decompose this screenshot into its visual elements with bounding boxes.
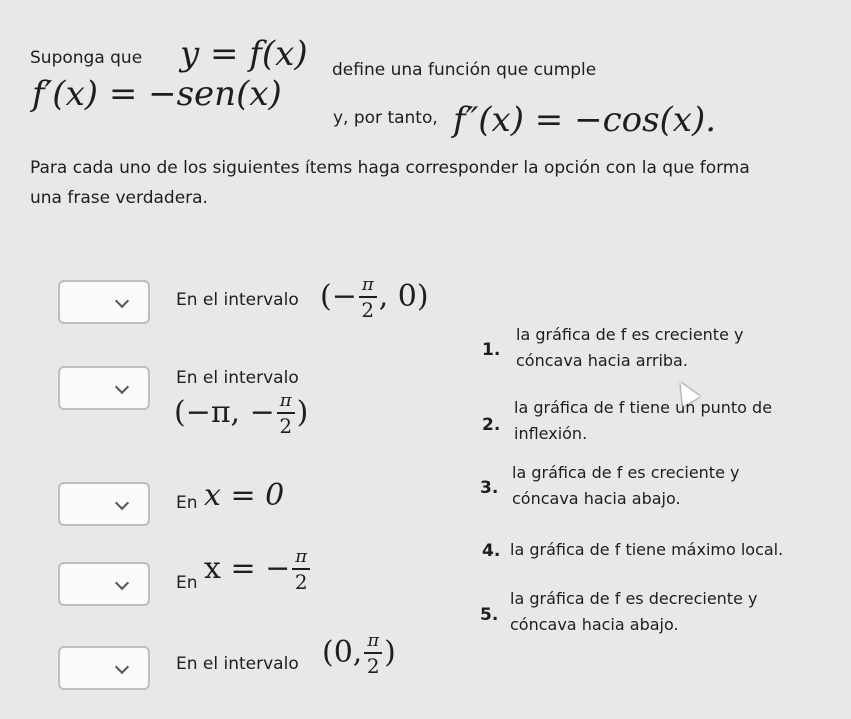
intro-text-1: Suponga que [30,48,143,68]
item-3-math: x = 0 [204,478,285,513]
match-select-5[interactable] [58,646,150,690]
option-2-text: la gráfica de f tiene un punto de inflexión. [514,398,773,443]
option-3-text: la gráfica de f es creciente y cóncava hacia abajo. [512,463,740,508]
match-select-4[interactable] [58,562,150,606]
item-5-label: En el intervalo [176,654,299,674]
chevron-down-icon [115,660,129,674]
option-1-number: 1. [482,340,501,360]
intro-math-second-derivative: f″(x) = −cos(x). [453,100,717,140]
instructions-line-1: Para cada uno de los siguientes ítems haga corresponder la opción con la que forma [30,158,750,178]
match-select-1[interactable] [58,280,150,324]
chevron-down-icon [115,294,129,308]
item-4-label: En [176,573,198,593]
option-1-text: la gráfica de f es creciente y cóncava hacia arriba. [516,325,744,370]
option-2-number: 2. [482,415,501,435]
item-2-math: (−π, − $\frac{\pi}{2}$ ) [174,390,309,438]
item-3-label: En [176,493,198,513]
match-select-3[interactable] [58,482,150,526]
chevron-down-icon [115,380,129,394]
item-4-math: x = − $\frac{\pi}{2}$ [204,548,312,592]
item-5-math: (0, $\frac{\pi}{2}$ ) [322,630,396,678]
instructions-line-2: una frase verdadera. [30,188,208,208]
option-5-number: 5. [480,605,499,625]
option-3-number: 3. [480,478,499,498]
intro-math-y-equals-fx: y = f(x) [180,34,308,74]
item-1-label: En el intervalo [176,290,299,310]
option-5-text: la gráfica de f es decreciente y cóncava hacia abajo. [510,589,758,634]
intro-text-3: y, por tanto, [333,108,438,128]
chevron-down-icon [115,496,129,510]
chevron-down-icon [115,576,129,590]
intro-text-2: define una función que cumple [332,60,597,80]
option-4-number: 4. [482,541,501,561]
option-4-text: la gráfica de f tiene máximo local. [510,540,784,559]
match-select-2[interactable] [58,366,150,410]
item-1-math: (− $\frac{\pi}{2}$ , 0) [320,274,429,322]
item-2-label: En el intervalo [176,368,299,388]
intro-math-first-derivative: f′(x) = −sen(x) [32,74,282,114]
